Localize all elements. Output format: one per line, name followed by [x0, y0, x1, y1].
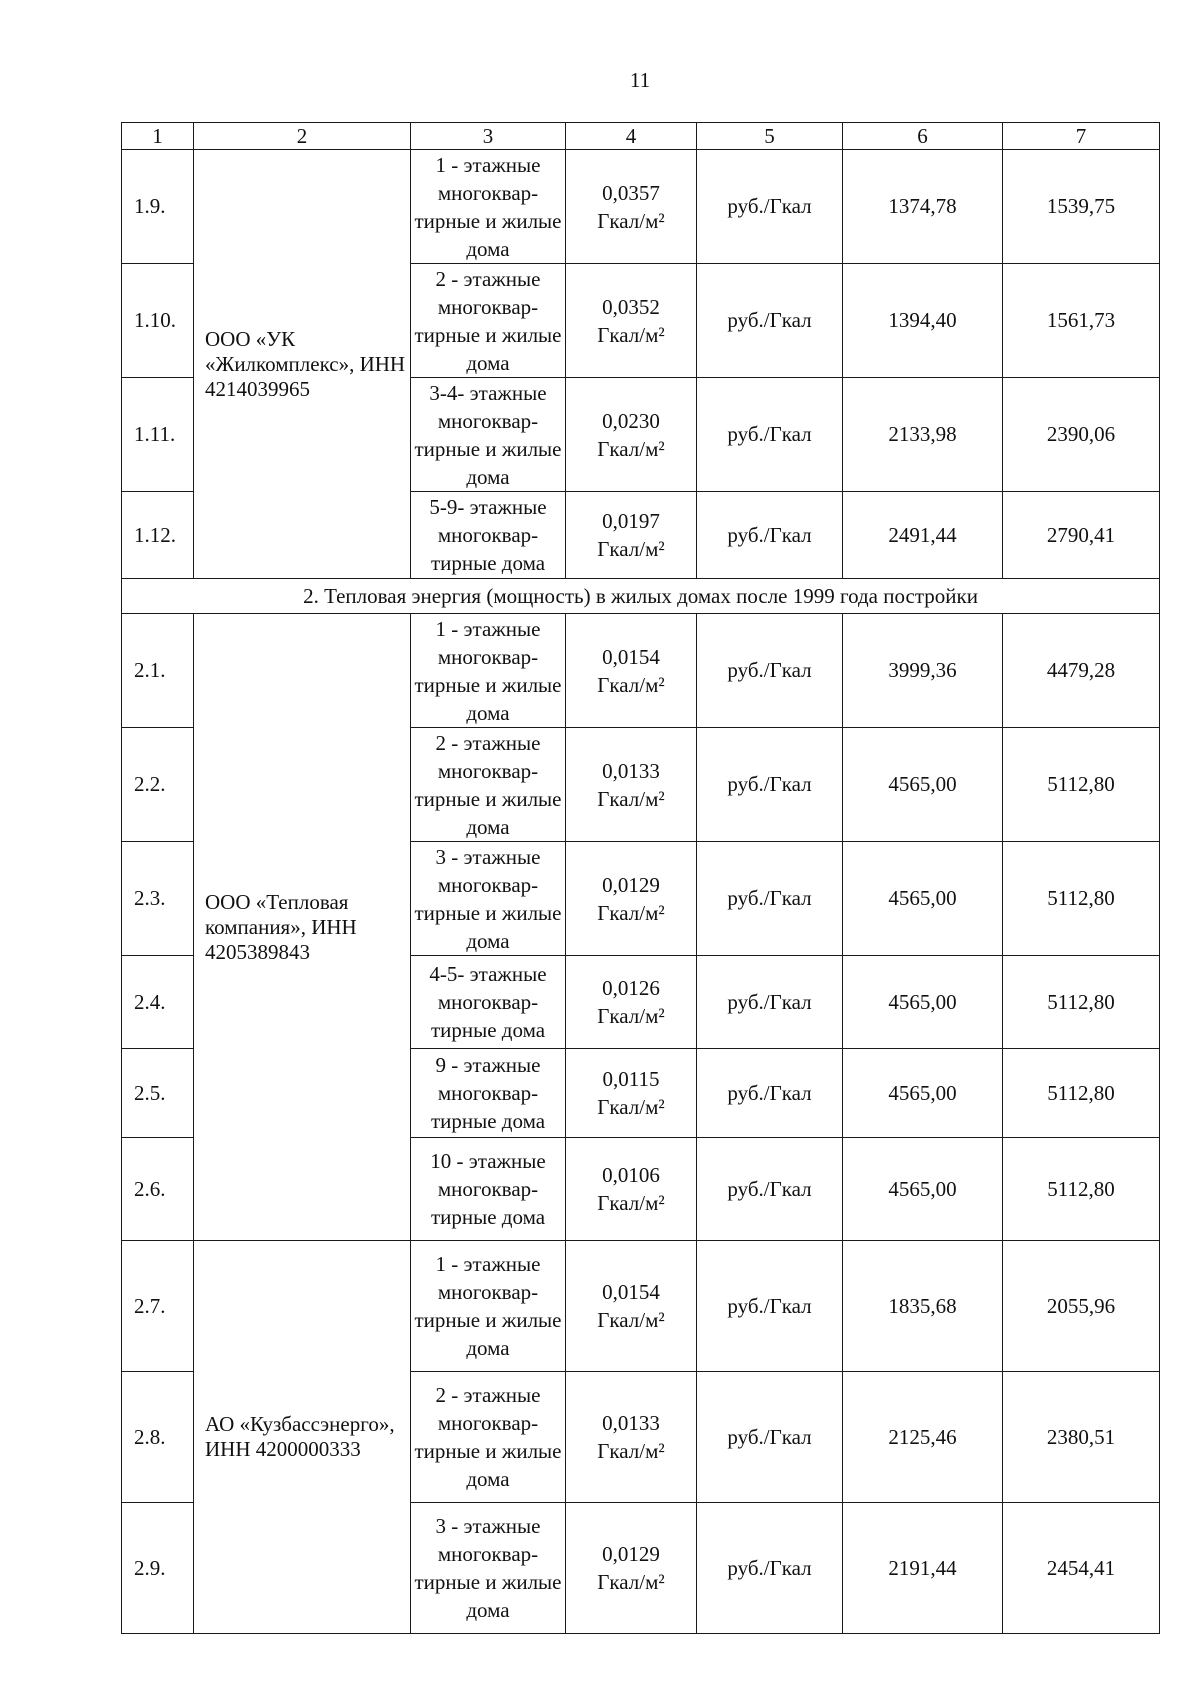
row-number: 1.9. — [122, 150, 194, 264]
tariff-value-col6: 4565,00 — [843, 1049, 1003, 1138]
page-number: 11 — [629, 68, 651, 92]
header-cell: 5 — [697, 123, 843, 150]
row-number: 2.5. — [122, 1049, 194, 1138]
section-title: 2. Тепловая энергия (мощность) в жилых домах после 1999 года постройки — [122, 579, 1160, 614]
tariff-table — [121, 122, 1160, 1634]
tariff-unit: руб./Гкал — [697, 1372, 843, 1503]
norm-value: 0,0129 — [602, 1542, 660, 1566]
row-number: 1.12. — [122, 492, 194, 579]
tariff-value-col7: 1561,73 — [1003, 264, 1160, 378]
norm-cell — [566, 150, 697, 264]
norm-value: 0,0115 — [602, 1067, 660, 1091]
header-cell: 7 — [1003, 123, 1160, 150]
tariff-unit: руб./Гкал — [697, 1049, 843, 1138]
org-name: ООО «Тепловая компания», ИНН 4205389843 — [194, 614, 411, 1241]
tariff-value-col7: 5112,80 — [1003, 1138, 1160, 1241]
norm-unit: Гкал/м² — [597, 208, 665, 233]
tariff-value-col7: 2055,96 — [1003, 1241, 1160, 1372]
tariff-unit: руб./Гкал — [697, 956, 843, 1049]
tariff-value-col6: 1394,40 — [843, 264, 1003, 378]
header-cell: 6 — [843, 123, 1003, 150]
tariff-value-col6: 1835,68 — [843, 1241, 1003, 1372]
building-type: 2 - этажные многоквар-тирные и жилые дома — [411, 728, 566, 842]
building-type: 10 - этажные многоквар-тирные дома — [411, 1138, 566, 1241]
row-number: 2.1. — [122, 614, 194, 728]
building-type: 2 - этажные многоквар-тирные и жилые дома — [411, 1372, 566, 1503]
tariff-value-col7: 2390,06 — [1003, 378, 1160, 492]
norm-unit: Гкал/м² — [597, 436, 665, 461]
building-type: 1 - этажные многоквар-тирные и жилые дома — [411, 1241, 566, 1372]
row-number: 2.3. — [122, 842, 194, 956]
tariff-value-col6: 4565,00 — [843, 728, 1003, 842]
building-type: 9 - этажные многоквар-тирные дома — [411, 1049, 566, 1138]
norm-unit: Гкал/м² — [597, 1308, 665, 1332]
norm-value: 0,0106 — [602, 1163, 660, 1187]
norm-unit: Гкал/м² — [597, 900, 665, 925]
header-cell: 4 — [566, 123, 697, 150]
header-row — [122, 123, 1160, 150]
tariff-unit: руб./Гкал — [697, 728, 843, 842]
norm-value: 0,0230 — [602, 408, 660, 433]
norm-cell — [566, 842, 697, 956]
tariff-value-col7: 2790,41 — [1003, 492, 1160, 579]
tariff-unit: руб./Гкал — [697, 492, 843, 579]
tariff-value-col7: 5112,80 — [1003, 956, 1160, 1049]
norm-unit: Гкал/м² — [597, 537, 665, 561]
tariff-unit: руб./Гкал — [697, 842, 843, 956]
row-number: 2.4. — [122, 956, 194, 1049]
norm-cell — [566, 378, 697, 492]
tariff-value-col6: 2125,46 — [843, 1372, 1003, 1503]
norm-unit: Гкал/м² — [597, 1191, 665, 1215]
building-type: 5-9- этажные многоквар-тирные дома — [411, 492, 566, 579]
norm-value: 0,0352 — [602, 294, 660, 319]
tariff-value-col6: 3999,36 — [843, 614, 1003, 728]
tariff-unit: руб./Гкал — [697, 1503, 843, 1634]
row-number: 1.11. — [122, 378, 194, 492]
building-type: 4-5- этажные многоквар-тирные дома — [411, 956, 566, 1049]
header-cell: 1 — [122, 123, 194, 150]
norm-unit: Гкал/м² — [597, 1570, 665, 1594]
norm-unit: Гкал/м² — [597, 1095, 665, 1119]
building-type: 1 - этажные многоквар-тирные и жилые дома — [411, 614, 566, 728]
norm-value: 0,0133 — [602, 758, 660, 783]
norm-cell — [566, 1241, 697, 1372]
norm-cell — [566, 1138, 697, 1241]
tariff-value-col7: 4479,28 — [1003, 614, 1160, 728]
row-number: 2.7. — [122, 1241, 194, 1372]
tariff-value-col7: 5112,80 — [1003, 728, 1160, 842]
tariff-unit: руб./Гкал — [697, 264, 843, 378]
building-type: 3-4- этажные многоквар-тирные и жилые дома — [411, 378, 566, 492]
norm-cell — [566, 264, 697, 378]
norm-unit: Гкал/м² — [597, 322, 665, 347]
org-name: АО «Кузбассэнерго», ИНН 4200000333 — [194, 1241, 411, 1634]
tariff-value-col6: 2491,44 — [843, 492, 1003, 579]
norm-cell — [566, 1049, 697, 1138]
header-cell: 3 — [411, 123, 566, 150]
row-number: 2.8. — [122, 1372, 194, 1503]
header-cell: 2 — [194, 123, 411, 150]
building-type: 1 - этажные многоквар-тирные и жилые дома — [411, 150, 566, 264]
tariff-unit: руб./Гкал — [697, 1138, 843, 1241]
row-number: 2.2. — [122, 728, 194, 842]
tariff-value-col7: 5112,80 — [1003, 1049, 1160, 1138]
norm-value: 0,0154 — [602, 644, 660, 669]
tariff-unit: руб./Гкал — [697, 150, 843, 264]
row-number: 2.6. — [122, 1138, 194, 1241]
tariff-value-col6: 2191,44 — [843, 1503, 1003, 1634]
org-name: ООО «УК «Жилкомплекс», ИНН 4214039965 — [194, 150, 411, 579]
norm-cell — [566, 956, 697, 1049]
building-type: 3 - этажные многоквар-тирные и жилые дома — [411, 842, 566, 956]
tariff-unit: руб./Гкал — [697, 614, 843, 728]
tariff-value-col6: 4565,00 — [843, 956, 1003, 1049]
norm-cell — [566, 614, 697, 728]
building-type: 2 - этажные многоквар-тирные и жилые дома — [411, 264, 566, 378]
row-number: 1.10. — [122, 264, 194, 378]
tariff-value-col7: 5112,80 — [1003, 842, 1160, 956]
tariff-unit: руб./Гкал — [697, 1241, 843, 1372]
tariff-value-col6: 1374,78 — [843, 150, 1003, 264]
norm-value: 0,0133 — [602, 1411, 660, 1435]
table-row — [122, 1241, 1160, 1372]
norm-value: 0,0197 — [602, 509, 660, 533]
table-row — [122, 614, 1160, 728]
tariff-value-col7: 2454,41 — [1003, 1503, 1160, 1634]
tariff-value-col6: 4565,00 — [843, 1138, 1003, 1241]
norm-unit: Гкал/м² — [597, 672, 665, 697]
building-type: 3 - этажные многоквар-тирные и жилые дома — [411, 1503, 566, 1634]
tariff-value-col7: 2380,51 — [1003, 1372, 1160, 1503]
norm-value: 0,0129 — [602, 872, 660, 897]
norm-cell — [566, 1503, 697, 1634]
norm-value: 0,0357 — [602, 180, 660, 205]
norm-value: 0,0154 — [602, 1280, 660, 1304]
tariff-value-col6: 2133,98 — [843, 378, 1003, 492]
table-row — [122, 150, 1160, 264]
tariff-value-col6: 4565,00 — [843, 842, 1003, 956]
norm-unit: Гкал/м² — [597, 1004, 665, 1028]
row-number: 2.9. — [122, 1503, 194, 1634]
norm-unit: Гкал/м² — [597, 786, 665, 811]
norm-cell — [566, 492, 697, 579]
norm-unit: Гкал/м² — [597, 1439, 665, 1463]
norm-cell — [566, 1372, 697, 1503]
tariff-value-col7: 1539,75 — [1003, 150, 1160, 264]
tariff-unit: руб./Гкал — [697, 378, 843, 492]
section-row — [122, 579, 1160, 614]
norm-value: 0,0126 — [602, 976, 660, 1000]
norm-cell — [566, 728, 697, 842]
